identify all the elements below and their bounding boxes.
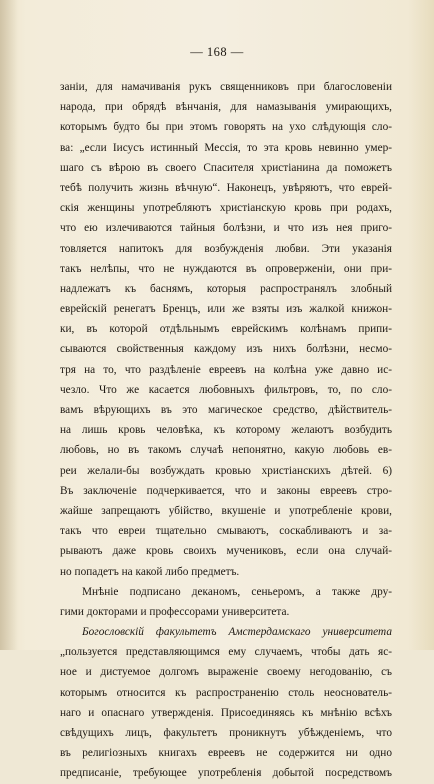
text-line: гими докторами и профессорами университета. — [60, 605, 290, 618]
paragraph-3 — [60, 622, 392, 784]
text-line: Мнѣніе подписано деканомъ, сеньеромъ, а также дру- — [82, 585, 392, 598]
text-line: тебѣ получить жизнь вѣчную“. Наконецъ, увѣряютъ, что еврей- — [60, 181, 392, 194]
text-line: „пользуется представляющимся ему случаемъ, чтобы дать яс- — [60, 646, 392, 659]
paragraph-3-heading: Богословскій факультетъ Амстердамскаго университета — [82, 626, 392, 639]
text-line: скія женщины употребляютъ христіанскую кровь при родахъ, — [60, 202, 392, 215]
paragraph-2 — [60, 582, 392, 622]
text-line: надлежатъ къ баснямъ, которыя распространялъ злобный — [60, 282, 392, 295]
text-line: шаго съ вѣрою въ своего Спасителя христіанина да поможетъ — [60, 161, 392, 174]
paragraph-1 — [60, 77, 392, 582]
text-line: народа, при обрядѣ вѣнчанія, для намазыванія умирающихъ, — [60, 101, 392, 114]
text-line: рываютъ даже кровь своихъ мучениковъ, если она случай- — [60, 545, 392, 558]
text-line: реи желали-бы возбуждать кровью христіанскихъ дѣтей. 6) — [60, 464, 392, 477]
text-line: вамъ вѣрующихъ въ это магическое средство, дѣйствитель- — [60, 404, 392, 416]
text-line: которымъ относится къ распространенію столь неоснователь- — [60, 686, 392, 699]
page-number: — 168 — — [190, 45, 244, 59]
text-line: товляется напитокъ для возбужденія любви. Эти указанія — [60, 242, 392, 255]
text-line: но попадетъ на какой либо предметъ. — [60, 565, 240, 578]
paragraph-3-body — [60, 642, 392, 783]
text-line: ва: „если Іисусъ истинный Мессія, то эта кровь невинно умер- — [60, 141, 392, 154]
text-line: сываются свойственныя каждому изъ нихъ болѣзни, несмо- — [60, 343, 392, 356]
text-line: наго и опаснаго утвержденія. Присоединяясь къ мнѣнію всѣхъ — [60, 706, 392, 719]
text-line: ки, въ которой отдѣльнымъ еврейскимъ колѣнамъ припи- — [60, 323, 392, 336]
text-line: заніи, для намачиванія рукъ священниковъ при благословеніи — [60, 81, 392, 93]
body-text — [60, 77, 392, 784]
text-line: такъ нелѣпы, что не нуждаются въ опроверженіи, они при- — [60, 262, 392, 275]
text-line: такъ что евреи тщательно смываютъ, соскабливаютъ и за- — [60, 525, 392, 538]
text-line: любовь, но въ такомъ случаѣ непонятно, какую любовь ев- — [60, 444, 392, 457]
text-line: жайше запрещаютъ убійство, вкушеніе и употребленіе крови, — [60, 504, 392, 517]
text-line: еврейскій ренегатъ Бренцъ, или же взяты изъ жалкой книжон- — [60, 303, 392, 316]
text-line: предписаніе, требующее употребленія добытой посредствомъ — [60, 767, 392, 780]
text-line: которымъ будто бы при этомъ говорять на ухо слѣдующія сло- — [60, 121, 392, 134]
text-line: чезло. Что же касается любовныхъ фильтровъ, то, по сло- — [60, 383, 392, 396]
text-line: что ею излечиваются тайныя болѣзни, и что изъ нея приго- — [60, 222, 392, 235]
text-line: Въ заключеніе подчеркивается, что и законы евреевъ стро- — [60, 484, 392, 497]
text-line: ное и дистуемое долгомъ выраженіе своему негодованію, съ — [60, 666, 392, 679]
page-edge-shadow — [0, 0, 18, 650]
text-line: на лишь кровь человѣка, къ которому желаютъ возбудить — [60, 424, 392, 437]
text-line: свѣдущихъ лицъ, факультетъ проникнутъ убѣжденіемъ, что — [60, 727, 392, 739]
text-line: тря на то, что раздѣленіе евреевъ на колѣна уже давно ис- — [60, 363, 392, 376]
text-line: въ религіозныхъ книгахъ евреевъ не содержится ни одно — [60, 747, 392, 760]
